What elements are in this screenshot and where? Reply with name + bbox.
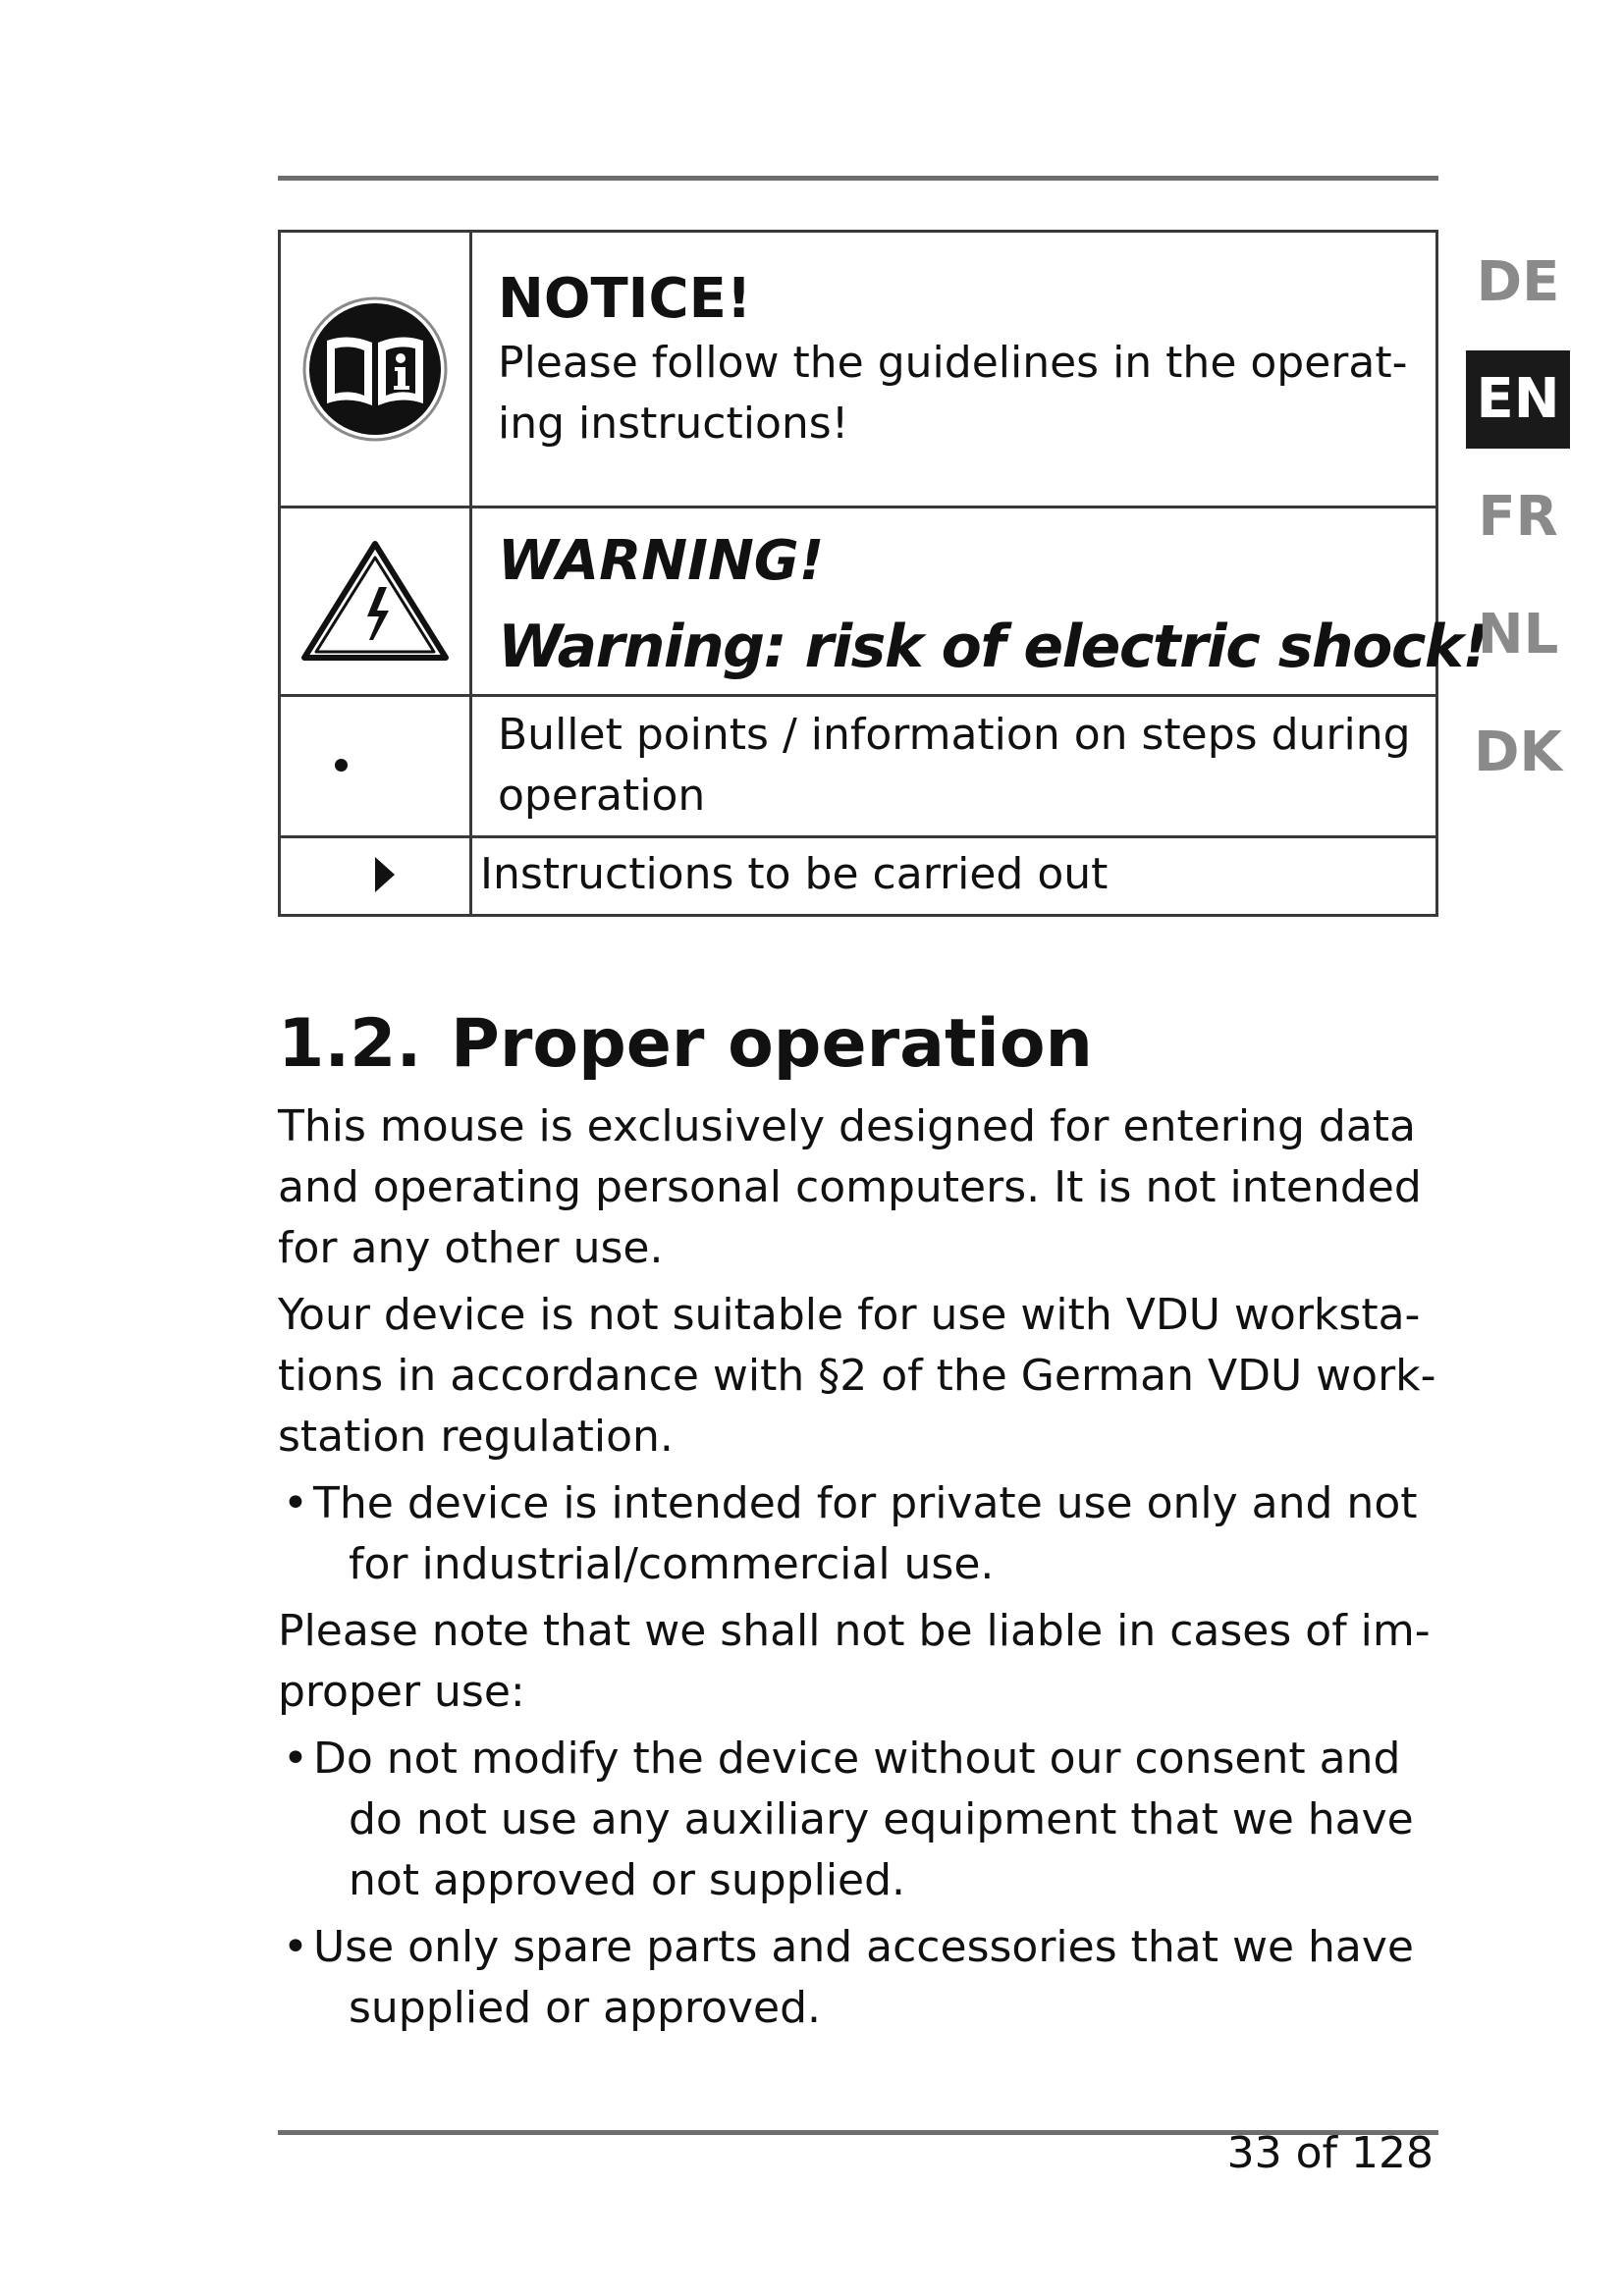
- list-item-text: The device is intended for private use only and not for industrial/commercial use.: [313, 1478, 1418, 1589]
- language-tab-dk[interactable]: DK: [1474, 721, 1562, 784]
- section-title: Proper operation: [451, 1005, 1093, 1083]
- language-tab-fr[interactable]: FR: [1478, 485, 1558, 549]
- legend-symbol-cell: [280, 232, 471, 507]
- notice-text: Please follow the guidelines in the operat- ing instructions!: [498, 338, 1408, 449]
- legend-text-cell: [471, 696, 1437, 837]
- legend-row-instruction: [280, 837, 1437, 916]
- paragraph: This mouse is exclusively designed for entering data and operating personal computers. It is not intended for any other use.: [278, 1101, 1422, 1273]
- list-item: [278, 1729, 1446, 1911]
- list-item-text: Do not modify the device without our consent and do not use any auxiliary equipment that we have not approved or supplied.: [313, 1734, 1414, 1905]
- legend-row-notice: [280, 232, 1437, 507]
- bullet-icon: •: [283, 1922, 308, 1972]
- legend-text-cell: [471, 232, 1437, 507]
- list-item-text: Use only spare parts and accessories that we have supplied or approved.: [313, 1922, 1414, 2033]
- warning-title: WARNING!: [498, 529, 825, 593]
- language-tab-nl[interactable]: NL: [1477, 603, 1559, 667]
- language-tab-de[interactable]: DE: [1476, 250, 1560, 314]
- legend-row-warning: [280, 507, 1437, 696]
- warning-subtitle: Warning: risk of electric shock!: [498, 613, 1489, 681]
- section-number: 1.2.: [278, 1005, 422, 1083]
- legend-symbol-cell: [280, 696, 471, 837]
- electric-shock-warning-icon: [298, 538, 452, 666]
- paragraph: Please note that we shall not be liable in cases of im- proper use:: [278, 1606, 1431, 1717]
- list-item: [278, 1917, 1446, 2039]
- legend-text-cell: [471, 507, 1489, 696]
- page-number: 33 of 128: [1226, 2128, 1434, 2178]
- section-heading: [278, 1005, 1093, 1084]
- legend-symbol-cell: [280, 837, 471, 916]
- notice-title: NOTICE!: [498, 267, 752, 331]
- legend-text-cell: [471, 837, 1437, 916]
- top-rule: [278, 176, 1438, 181]
- triangle-arrow-icon: [375, 857, 395, 892]
- bullet-dot-icon: [335, 759, 348, 772]
- legend-symbol-cell: [280, 507, 471, 696]
- bullet-icon: •: [283, 1734, 308, 1784]
- symbol-legend-table: [278, 230, 1489, 917]
- language-tab-en[interactable]: EN: [1466, 350, 1570, 449]
- bullet-list: [278, 1729, 1446, 2039]
- list-item: [278, 1473, 1446, 1595]
- bullet-icon: •: [283, 1478, 308, 1528]
- section-body: [278, 1096, 1446, 2045]
- bullet-legend-text: Bullet points / information on steps during operation: [498, 710, 1411, 821]
- bullet-list: [278, 1473, 1446, 1595]
- paragraph: Your device is not suitable for use with VDU worksta- tions in accordance with §2 of the German VDU work- station regulation.: [278, 1290, 1436, 1462]
- instruction-legend-text: Instructions to be carried out: [480, 849, 1109, 899]
- read-manual-info-icon: [301, 295, 449, 443]
- legend-row-bullet: [280, 696, 1437, 837]
